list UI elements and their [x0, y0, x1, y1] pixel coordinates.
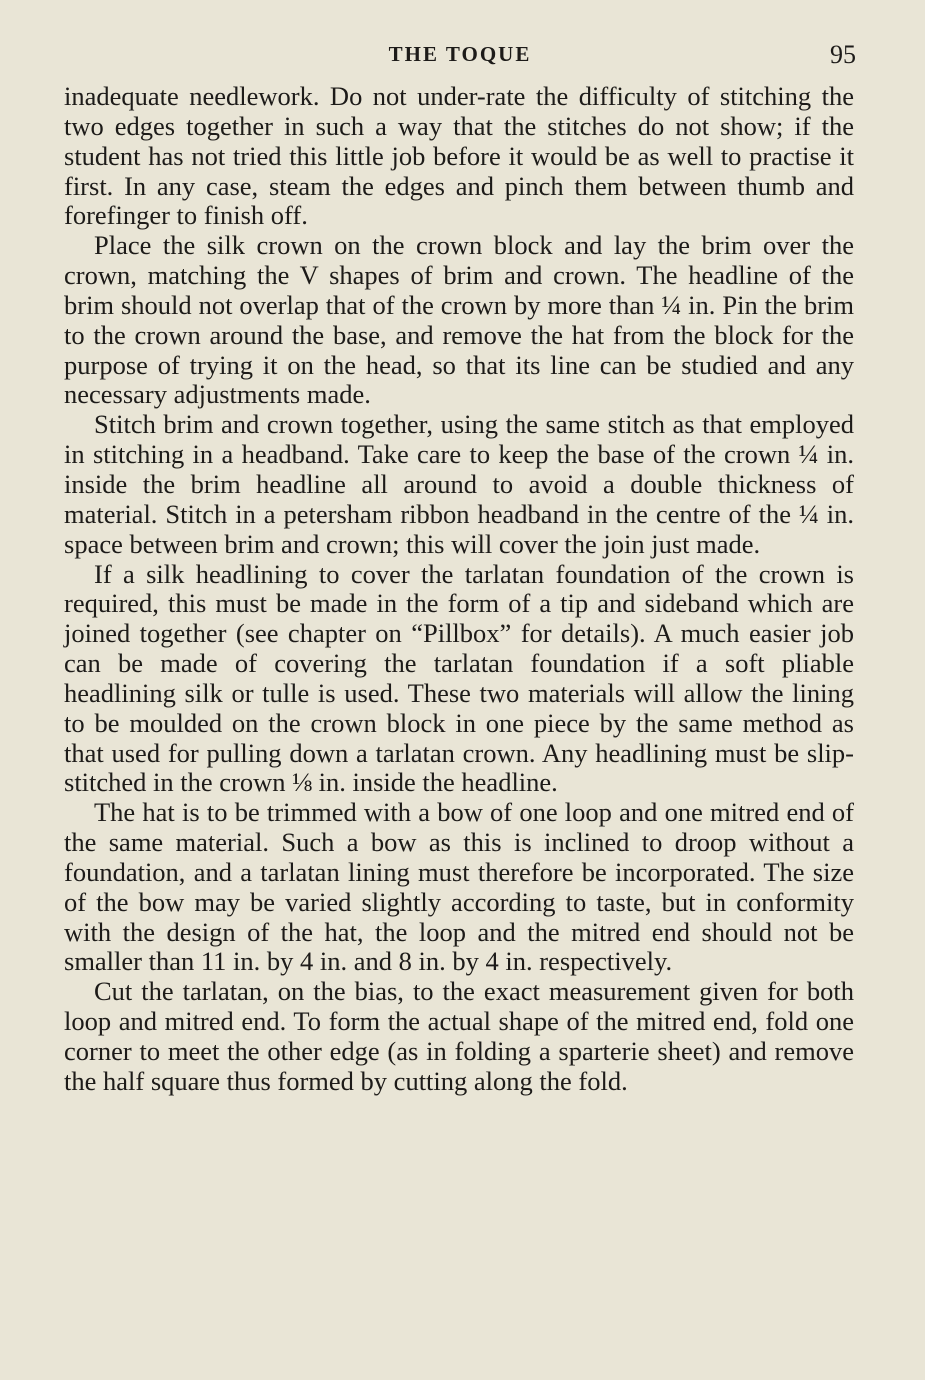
running-title: THE TOQUE	[388, 42, 532, 66]
paragraph-3: Stitch brim and crown together, using the same stitch as that employed in stitching in a headband. Take care to keep the base of the crown ¼ in. inside the brim headline all around to avoid a double thickness of material. Stitch in a petersham ribbon headband in the centre of the ¼ in. space between brim and crown; this will cover the join just made.	[64, 409, 854, 559]
running-head	[64, 40, 856, 76]
paragraph-1: inadequate needlework. Do not under-rate the difficulty of stitching the two edges together in such a way that the stitches do not show; if the student has not tried this little job before it would be as well to practise it first. In any case, steam the edges and pinch them between thumb and forefinger to finish off.	[64, 81, 854, 231]
paragraph-2: Place the silk crown on the crown block and lay the brim over the crown, matching the V shapes of brim and crown. The headline of the brim should not overlap that of the crown by more than ¼ in. Pin the brim to the crown around the base, and remove the hat from the block for the purpose of trying it on the head, so that its line can be studied and any necessary adjustments made.	[64, 230, 854, 410]
paragraph-4: If a silk headlining to cover the tarlatan foundation of the crown is required, this must be made in the form of a tip and sideband which are joined together (see chapter on “Pillbox” for details). A much easier job can be made of covering the tarlatan foundation if a soft pliable headlining silk or tulle is used. These two materials will allow the lining to be moulded on the crown block in one piece by the same method as that used for pulling down a tarlatan crown. Any headlining must be slip-stitched in the crown ⅛ in. inside the headline.	[64, 558, 854, 798]
paragraph-5: The hat is to be trimmed with a bow of one loop and one mitred end of the same material. Such a bow as this is inclined to droop without a foundation, and a tarlatan lining must therefore be incorporated. The size of the bow may be varied slightly according to taste, but in conformity with the design of the hat, the loop and the mitred end should not be smaller than 11 in. by 4 in. and 8 in. by 4 in. respectively.	[64, 797, 854, 977]
page-number: 95	[830, 40, 856, 69]
body-text	[64, 82, 854, 1097]
paragraph-6: Cut the tarlatan, on the bias, to the exact measurement given for both loop and mitred end. To form the actual shape of the mitred end, fold one corner to meet the other edge (as in folding a sparterie sheet) and remove the half square thus formed by cutting along the fold.	[64, 976, 854, 1096]
